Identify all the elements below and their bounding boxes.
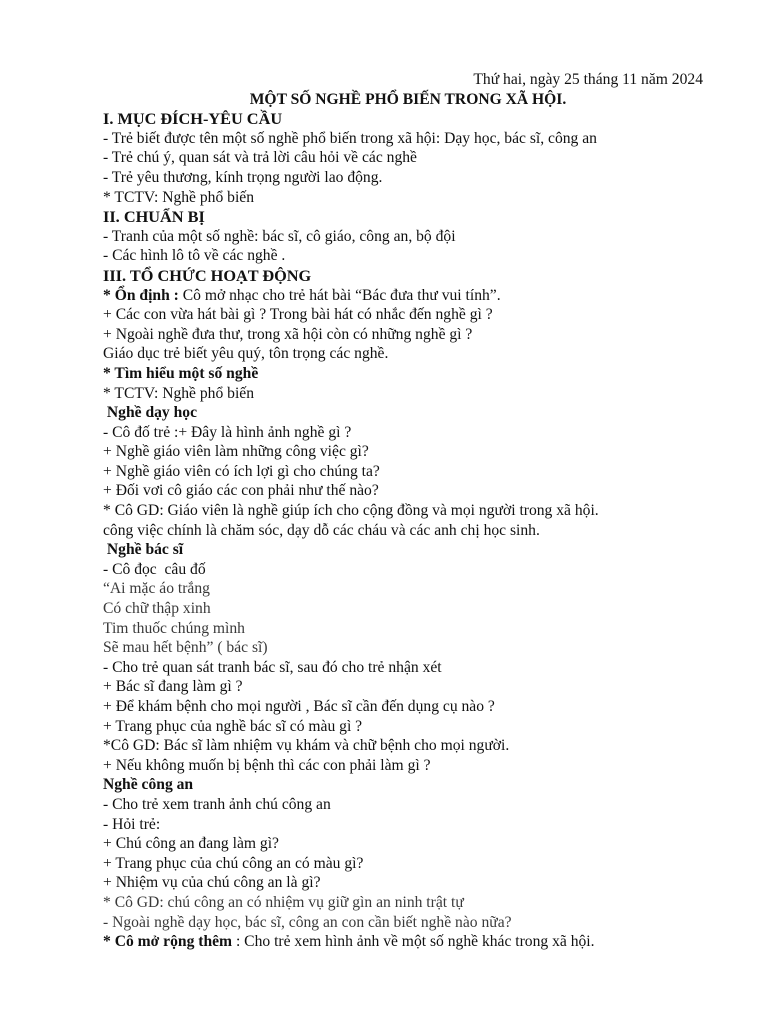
doctor-line: + Bác sĩ đang làm gì ? [103,678,243,696]
riddle-line: Tim thuốc chúng mình [103,619,245,637]
document-title: MỘT SỐ NGHỀ PHỔ BIẾN TRONG XÃ HỘI. [249,90,567,108]
document-date: Thứ hai, ngày 25 tháng 11 năm 2024 [473,71,703,88]
subheading-police: Nghề công an [103,776,194,794]
riddle-line: “Ai mặc áo trắng [103,580,210,598]
on-dinh-text: Cô mở nhạc cho trẻ hát bài “Bác đưa thư vui tính”. [178,286,501,304]
teacher-line: + Nghề giáo viên làm những công việc gì? [103,443,369,461]
police-line: + Trang phục của chú công an có màu gì? [103,854,364,872]
explore-heading: * Tìm hiểu một số nghề [103,364,259,382]
extend-line [103,932,713,952]
police-line: - Cho trẻ xem tranh ảnh chú công an [103,795,331,813]
riddle-line: Có chữ thập xinh [103,600,211,618]
on-dinh-label: * Ổn định : [103,286,179,304]
extend-label: * Cô mở rộng thêm [103,933,233,951]
teacher-line: * Cô GD: Giáo viên là nghề giúp ích cho cộng đồng và mọi người trong xã hội. [103,502,599,520]
objective-line: * TCTV: Nghề phổ biến [103,188,255,206]
police-line: + Chú công an đang làm gì? [103,835,279,853]
doctor-riddle-intro: - Cô đọc câu đố [103,560,206,578]
preparation-line: - Các hình lô tô về các nghề . [103,247,286,265]
section-heading-activities: III. TỔ CHỨC HOẠT ĐỘNG [103,265,312,285]
doctor-line: - Cho trẻ quan sát tranh bác sĩ, sau đó cho trẻ nhận xét [103,658,442,676]
section-heading-preparation: II. CHUẨN BỊ [103,207,205,227]
police-grey-line: * Cô GD: chú công an có nhiệm vụ giữ gìn an ninh trật tự [103,893,464,911]
police-grey-line: - Ngoài nghề dạy học, bác sĩ, công an con cần biết nghề nào nữa? [103,913,512,931]
doctor-line: + Để khám bệnh cho mọi người , Bác sĩ cần đến dụng cụ nào ? [103,698,495,715]
preparation-line: - Tranh của một số nghề: bác sĩ, cô giáo, công an, bộ đội [103,227,456,245]
subheading-doctor: Nghề bác sĩ [103,541,184,559]
teacher-line: + Nghề giáo viên có ích lợi gì cho chúng ta? [103,462,380,480]
intro-line: Giáo dục trẻ biết yêu quý, tôn trọng các nghề. [103,345,389,363]
doctor-line: + Nếu không muốn bị bệnh thì các con phải làm gì ? [103,756,431,774]
doctor-line: + Trang phục của nghề bác sĩ có màu gì ? [103,717,363,735]
teacher-line: - Cô đố trẻ :+ Đây là hình ảnh nghề gì ? [103,423,352,441]
document-page [103,70,713,952]
subheading-teacher: Nghề dạy học [103,404,198,422]
on-dinh-line [103,286,713,306]
police-line: + Nhiệm vụ của chú công an là gì? [103,874,321,892]
teacher-line: công việc chính là chăm sóc, dạy dỗ các cháu và các anh chị học sinh. [103,521,540,539]
objective-line: - Trẻ yêu thương, kính trọng người lao động. [103,168,383,186]
extend-text: : Cho trẻ xem hình ảnh về một số nghề khác trong xã hội. [232,933,595,951]
police-line: - Hỏi trẻ: [103,815,161,833]
riddle-line: Sẽ mau hết bệnh” ( bác sĩ) [103,639,268,657]
intro-line: + Ngoài nghề đưa thư, trong xã hội còn có những nghề gì ? [103,325,473,343]
explore-tctv: * TCTV: Nghề phổ biến [103,384,255,402]
doctor-line: *Cô GD: Bác sĩ làm nhiệm vụ khám và chữ bệnh cho mọi người. [103,737,510,755]
intro-line: + Các con vừa hát bài gì ? Trong bài hát có nhắc đến nghề gì ? [103,306,493,324]
section-heading-objectives: I. MỤC ĐÍCH-YÊU CẦU [103,109,283,129]
teacher-line: + Đối vơi cô giáo các con phải như thế nào? [103,482,379,500]
objective-line: - Trẻ biết được tên một số nghề phổ biến trong xã hội: Dạy học, bác sĩ, công an [103,129,597,147]
objective-line: - Trẻ chú ý, quan sát và trả lời câu hỏi về các nghề [103,149,417,167]
